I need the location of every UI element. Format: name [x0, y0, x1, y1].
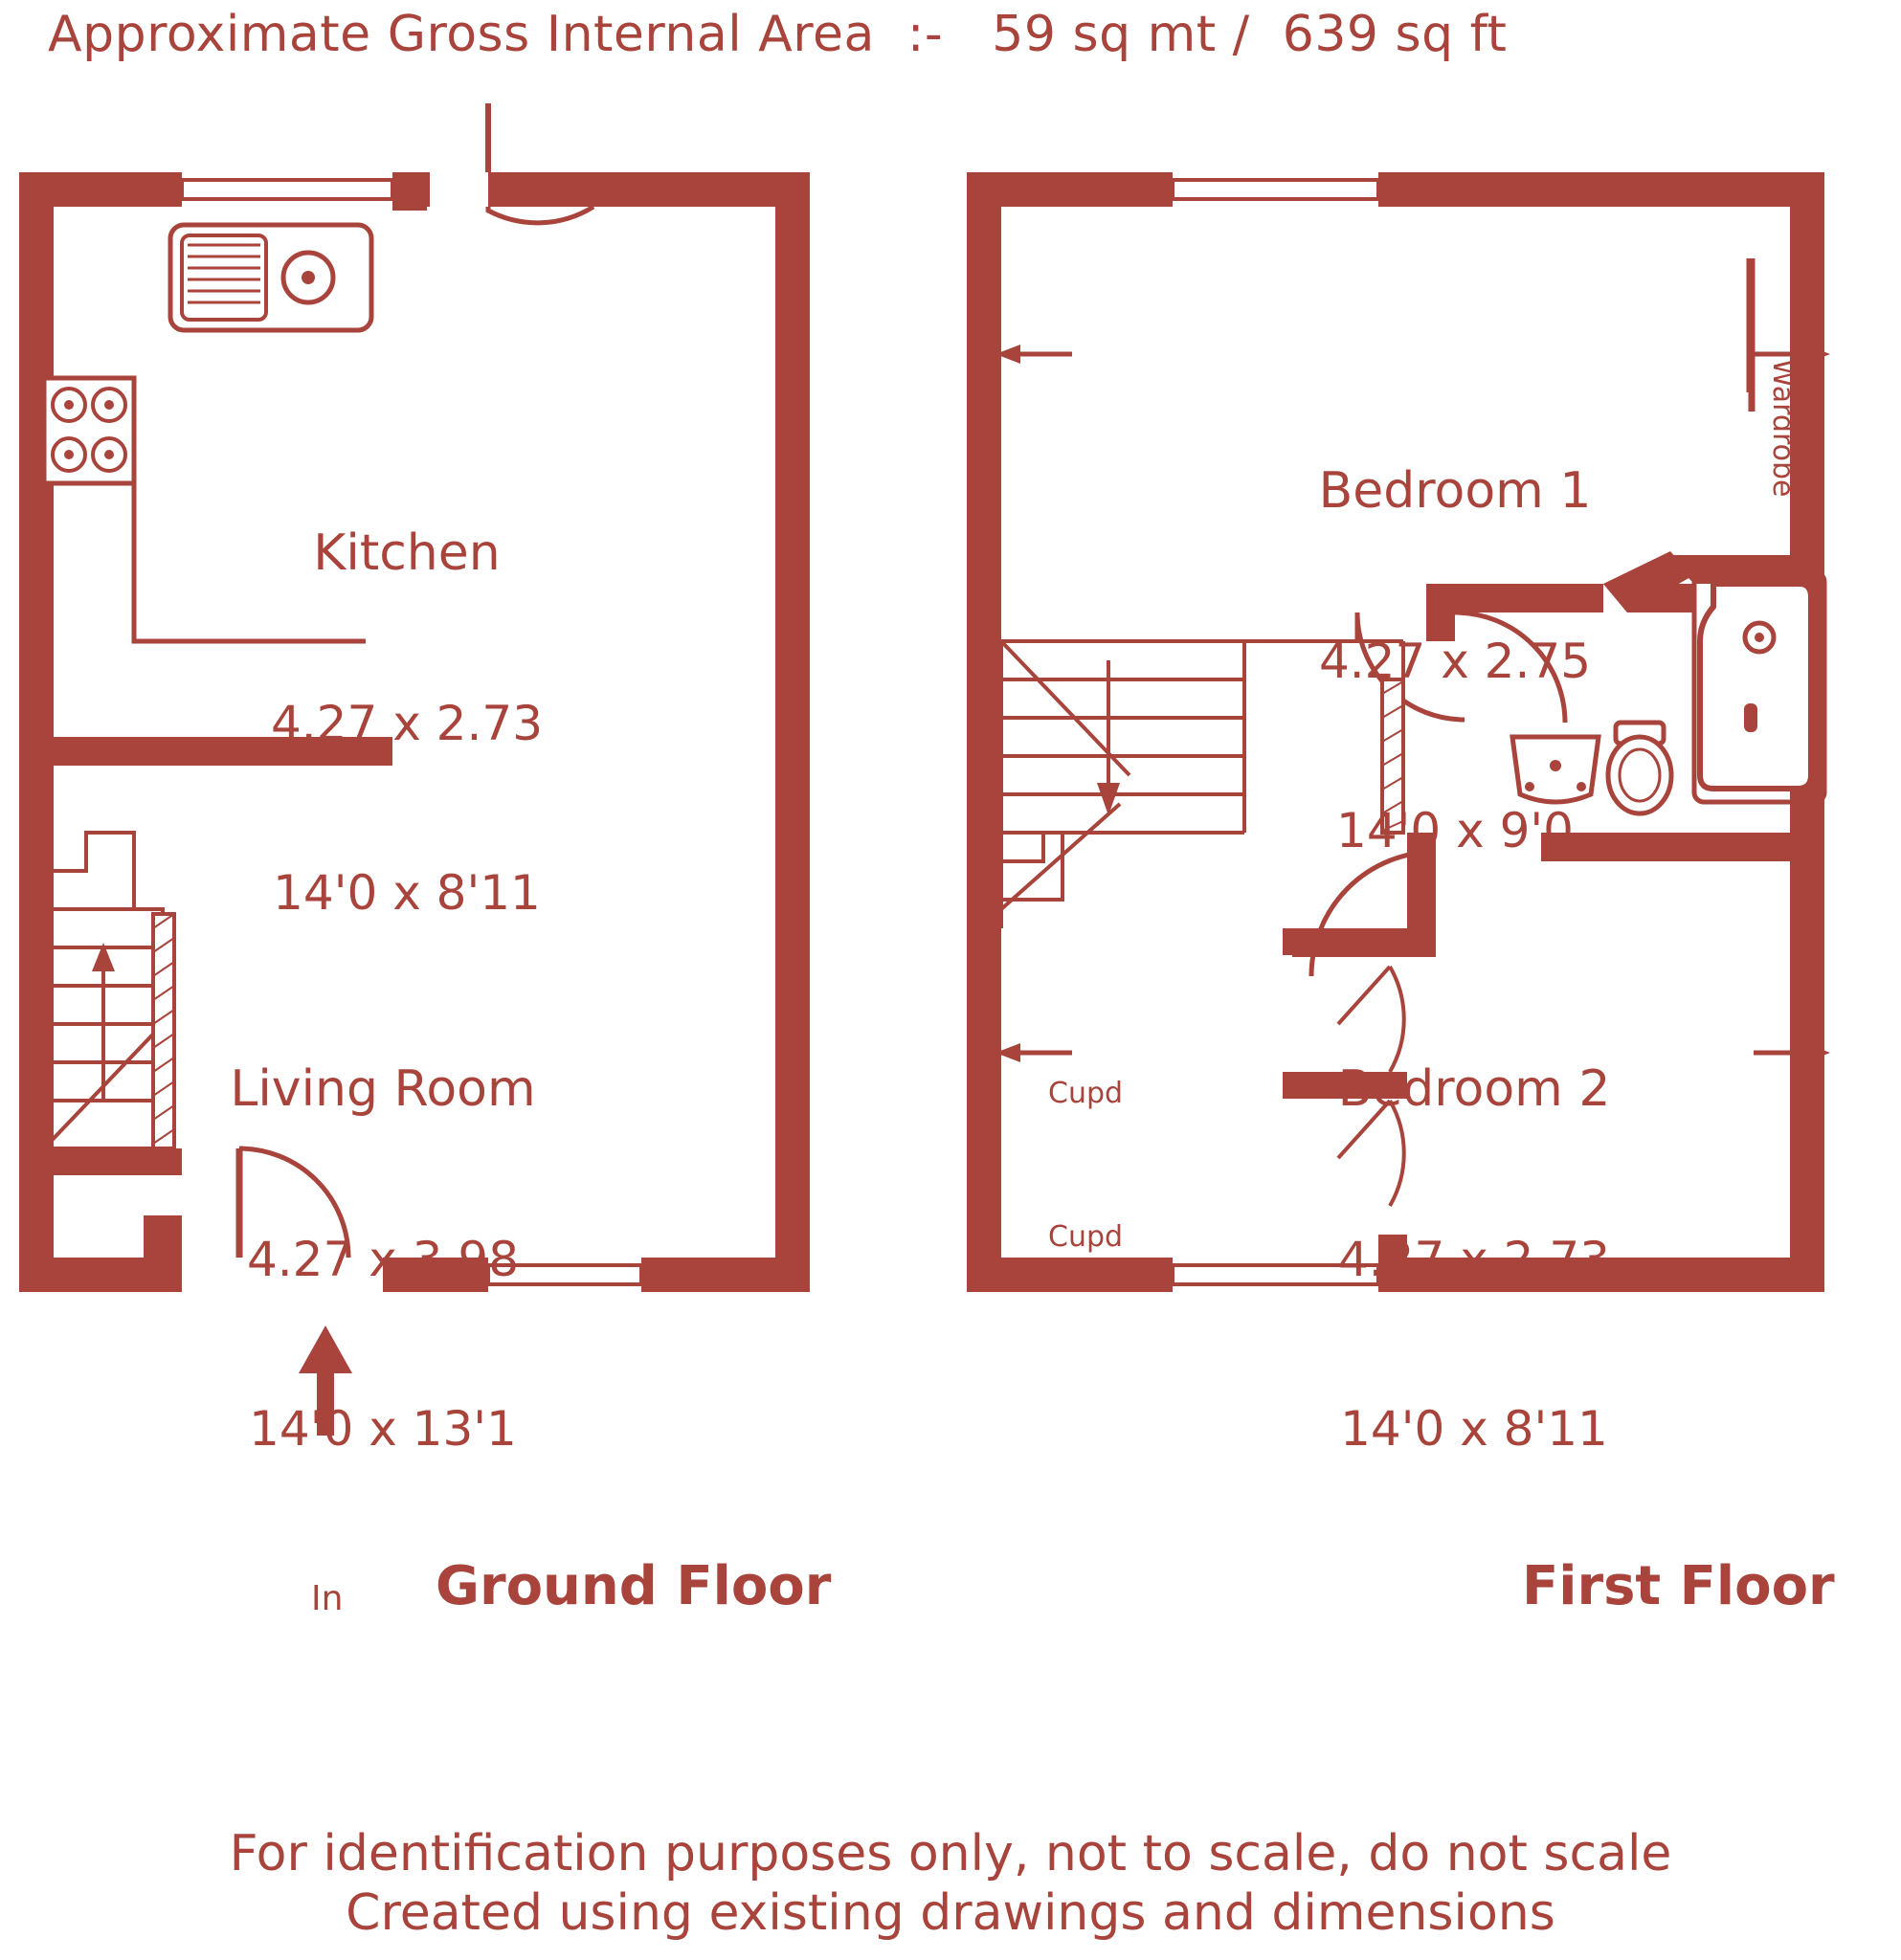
wardrobe-icon [1748, 258, 1752, 412]
rear-door-swing [488, 207, 593, 223]
sink-icon [170, 225, 371, 330]
window-bedroom1 [1173, 180, 1378, 199]
first-floor-plan [957, 105, 1867, 1522]
wall-top-left [19, 172, 182, 207]
room-label-kitchen [215, 412, 598, 1035]
staircase-up [44, 833, 174, 1148]
living-room-dim-imperial: 14'0 x 13'1 [249, 1401, 517, 1458]
disclaimer [0, 1825, 1901, 1943]
wall-bottom-left [967, 1258, 1173, 1292]
cupboard-label-2: Cupd [1048, 1220, 1124, 1254]
ground-floor-plan [10, 105, 871, 1522]
disclaimer-line-1: For identification purposes only, not to scale, do not scale [229, 1825, 1672, 1883]
wall-right [775, 172, 810, 1292]
wall-top-right [1378, 172, 1824, 207]
kitchen-name: Kitchen [313, 524, 501, 582]
wall-top-left [967, 172, 1173, 207]
gross-internal-area-note: Approximate Gross Internal Area :- 59 sq mt / 639 sq ft [48, 6, 1508, 63]
bath-icon [1700, 584, 1811, 789]
bedroom1-name: Bedroom 1 [1318, 462, 1592, 520]
first-floor-title: First Floor [1522, 1555, 1835, 1617]
bedroom2-dim-imperial: 14'0 x 8'11 [1340, 1401, 1608, 1458]
wall-left [967, 172, 1001, 1292]
wall-stair-stub [19, 1148, 182, 1175]
entrance-label: In [311, 1579, 344, 1618]
wardrobe-label: Wardrobe [1766, 359, 1800, 498]
disclaimer-line-2: Created using existing drawings and dimensions [346, 1883, 1555, 1942]
bedroom1-dim-imperial: 14'0 x 9'0 [1336, 803, 1574, 859]
wall-left [19, 172, 54, 1292]
kitchen-dim-metric: 4.27 x 2.73 [270, 696, 544, 752]
room-label-bedroom2 [1264, 947, 1685, 1570]
kitchen-dim-imperial: 14'0 x 8'11 [273, 865, 541, 922]
bedroom2-dim-metric: 4.27 x 2.73 [1337, 1232, 1611, 1288]
window-kitchen [182, 180, 392, 199]
ground-floor-title: Ground Floor [436, 1555, 832, 1617]
hob-icon [44, 378, 134, 483]
bedroom1-dim-metric: 4.27 x 2.75 [1318, 634, 1592, 690]
room-label-living-room [172, 947, 593, 1570]
room-label-bedroom1 [1244, 349, 1666, 972]
bedroom2-name: Bedroom 2 [1337, 1060, 1611, 1118]
wall-bathroom-top-right [1666, 555, 1824, 584]
living-room-dim-metric: 4.27 x 3.98 [246, 1232, 520, 1288]
cupboard-label-1: Cupd [1048, 1077, 1124, 1110]
wall-bottom-right [641, 1258, 810, 1292]
living-room-name: Living Room [230, 1060, 536, 1118]
